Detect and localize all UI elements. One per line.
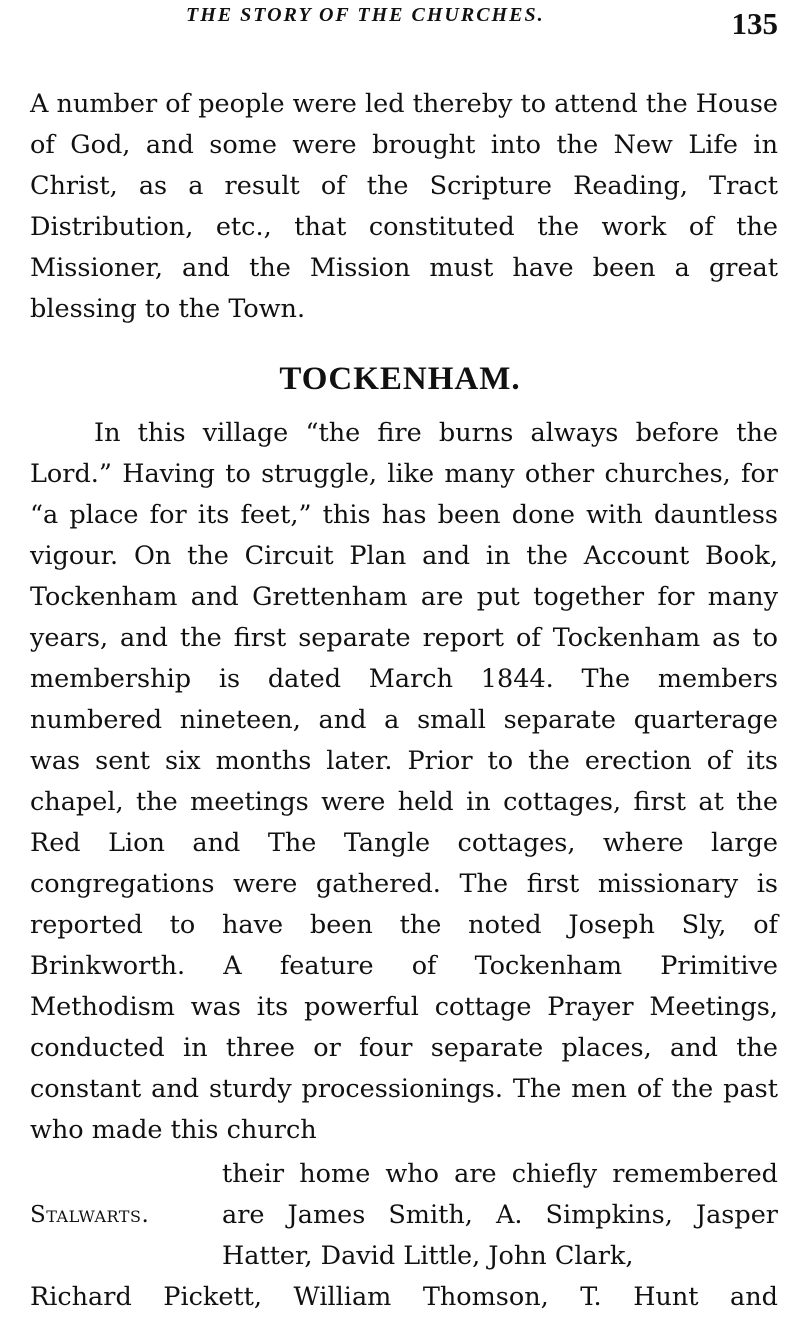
section-title: TOCKENHAM. <box>279 361 521 397</box>
paragraph-mission: A number of people were led thereby to attend the House of God, and some were brought into the New Life in Christ, as a result of the Scripture Reading, Tract Distribution, etc., that constituted the work of the Missioner, and the Mission must have been a great blessing to the Town. <box>30 89 778 324</box>
paragraph-stalwarts-block <box>30 1154 778 1318</box>
running-head <box>0 0 800 48</box>
stalwarts-indented-text: their home who are chiefly remembered are James Smith, A. Simpkins, Jasper Hatter, David Little, John Clark, <box>222 1159 778 1271</box>
margin-note-stalwarts: Stalwarts. <box>30 1202 150 1228</box>
paragraph-tockenham: In this village “the fire burns always before the Lord.” Having to struggle, like many other churches, for “a place for its feet,” this has been done with dauntless vigour. On the Circuit Plan and in the Account Book, Tockenham and Grettenham are put together for many years, and the first separate report of Tockenham as to membership is dated March 1844. The members numbered nineteen, and a small separate quarterage was sent six months later. Prior to the erection of its chapel, the meetings were held in cottages, first at the Red Lion and The Tangle cottages, where large congregations were gathered. The first missionary is reported to have been the noted Joseph Sly, of Brinkworth. A feature of Tockenham Primitive Methodism was its powerful cottage Prayer Meetings, conducted in three or four separate places, and the constant and sturdy processionings. The men of the past who made this church <box>30 418 778 1145</box>
page-number: 135 <box>731 6 778 41</box>
stalwarts-last-line: Richard Pickett, William Thomson, T. Hunt and <box>30 1282 778 1312</box>
running-title: THE STORY OF THE CHURCHES. <box>186 4 545 26</box>
